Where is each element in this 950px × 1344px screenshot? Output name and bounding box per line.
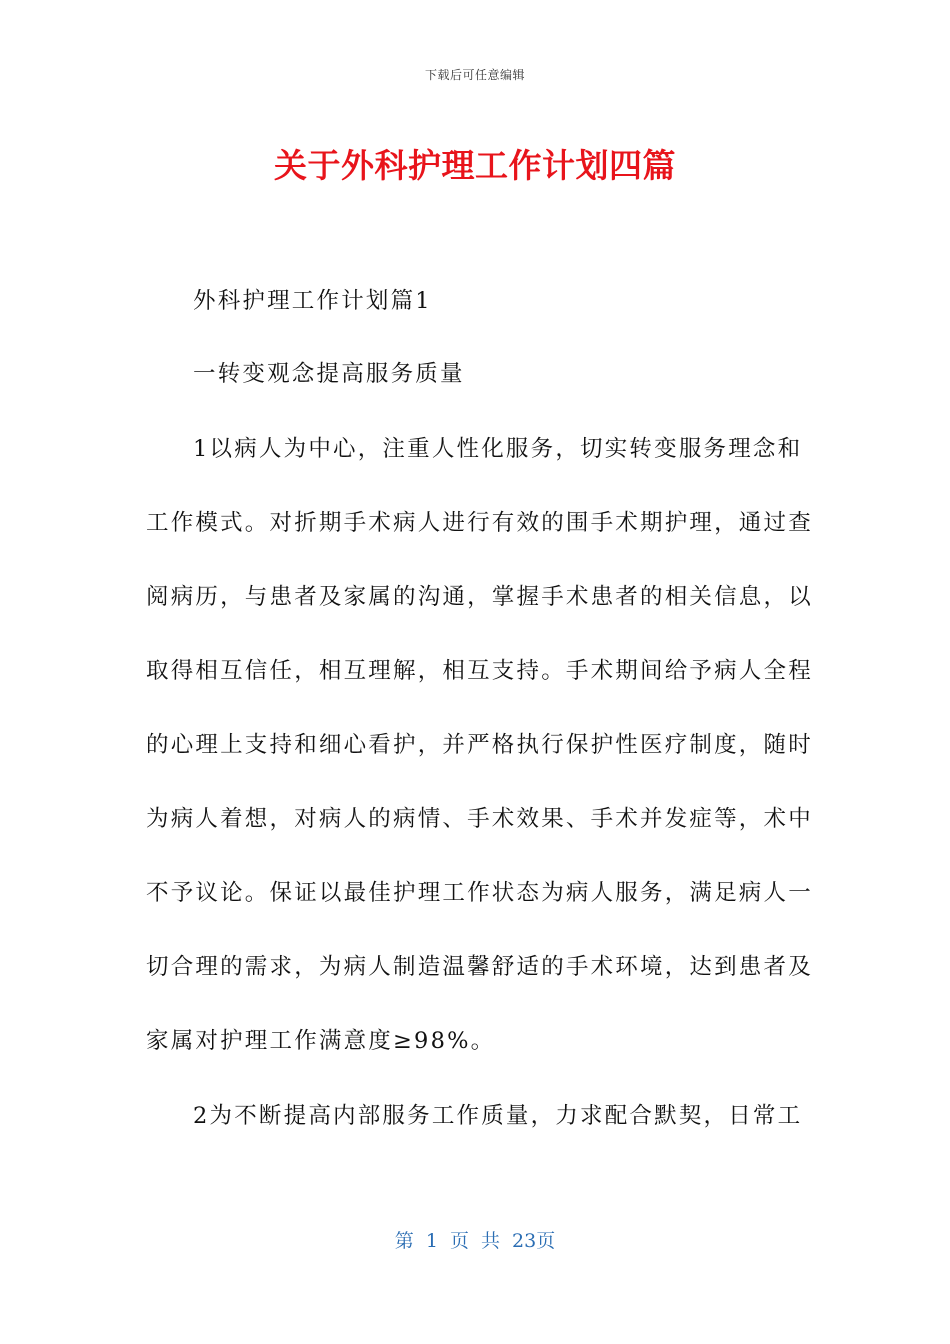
section-heading: 外科护理工作计划篇1 — [193, 288, 432, 314]
paragraph-line: 切合理的需求，为病人制造温馨舒适的手术环境，达到患者及 — [146, 954, 813, 980]
paragraph-line: 工作模式。对折期手术病人进行有效的围手术期护理，通过查 — [146, 510, 813, 536]
paragraph-line: 2为不断提高内部服务工作质量，力求配合默契，日常工 — [193, 1103, 803, 1129]
paragraph-line: 取得相互信任，相互理解，相互支持。手术期间给予病人全程 — [146, 658, 813, 684]
paragraph-line: 的心理上支持和细心看护，并严格执行保护性医疗制度，随时 — [146, 732, 813, 758]
paragraph-line: 家属对护理工作满意度≥98%。 — [146, 1028, 496, 1054]
document-title: 关于外科护理工作计划四篇 — [274, 146, 676, 185]
paragraph-line: 1以病人为中心，注重人性化服务，切实转变服务理念和 — [193, 436, 803, 462]
page-number-footer: 第 1 页 共 23页 — [394, 1230, 556, 1252]
paragraph-line: 不予议论。保证以最佳护理工作状态为病人服务，满足病人一 — [146, 880, 813, 906]
paragraph-line: 阅病历，与患者及家属的沟通，掌握手术患者的相关信息，以 — [146, 584, 813, 610]
header-note: 下载后可任意编辑 — [424, 68, 525, 82]
paragraph-line: 为病人着想，对病人的病情、手术效果、手术并发症等，术中 — [146, 806, 813, 832]
subsection-heading: 一转变观念提高服务质量 — [193, 361, 465, 387]
